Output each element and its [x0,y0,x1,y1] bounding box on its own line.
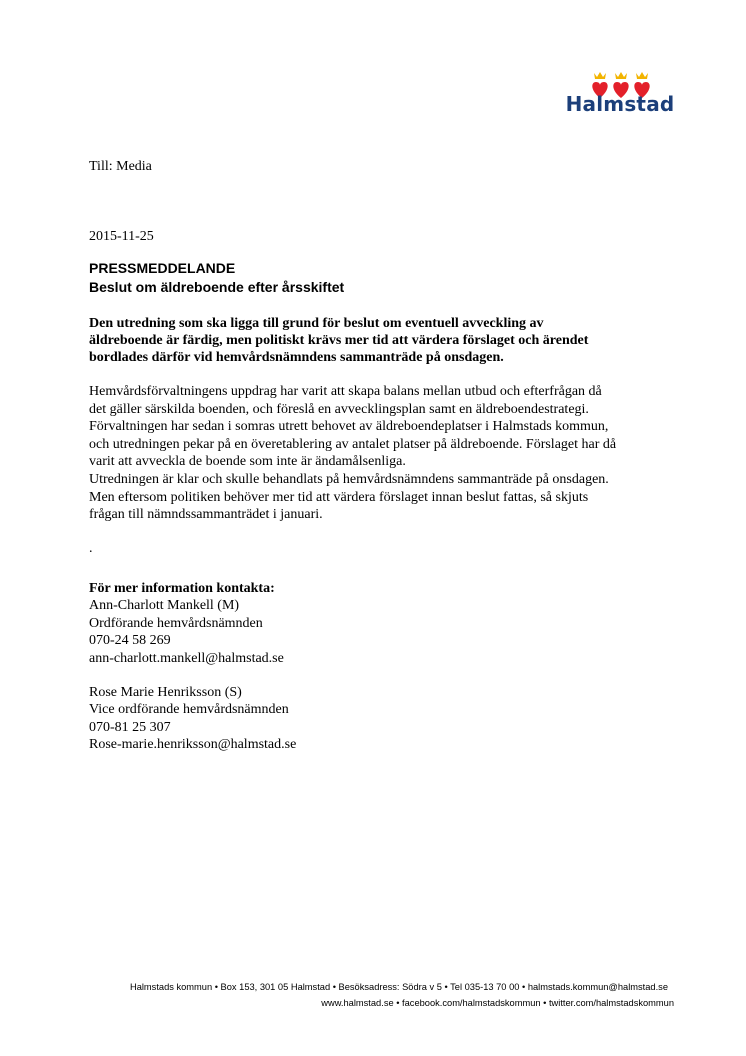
contact-phone: 070-24 58 269 [89,633,171,649]
contact-name: Rose Marie Henriksson (S) [89,685,242,700]
body-line: det gäller särskilda boenden, och föreslå en avvecklingsplan samt en äldreboendestrategi. [89,401,589,417]
body-line: Förvaltningen har sedan i somras utrett behovet av äldreboendeplatser i Halmstads kommun, [89,419,609,435]
separator-dot: . [89,541,93,556]
press-heading [89,259,344,297]
lead-line: bordlades därför vid hemvårdsnämndens sammanträde på onsdagen. [89,350,504,365]
date: 2015-11-25 [89,229,154,244]
contact-phone: 070-81 25 307 [89,719,171,735]
contact-name: Ann-Charlott Mankell (M) [89,598,240,614]
body-line: varit att avveckla de boende som inte är ändamålsenliga. [89,454,406,470]
body-line: Utredningen är klar och skulle behandlats på hemvårdsnämndens sammanträde på onsdagen. [89,471,609,487]
footer-address: Halmstads kommun • Box 153, 301 05 Halmstad • Besöksadress: Södra v 5 • Tel 035-13 70 00 • halmstads.kommun@halmstad.se [129,982,668,992]
lead-line: Den utredning som ska ligga till grund för beslut om eventuell avveckling av [89,316,544,331]
logo-wordmark: Halmstad [565,92,675,116]
press-label: PRESSMEDDELANDE [89,260,236,276]
body-line: och utredningen pekar på en överetablering av antalet platser på äldreboende. Förslaget har då [89,436,617,452]
body-line: frågan till nämndssammanträdet i januari. [89,507,323,523]
press-title: Beslut om äldreboende efter årsskiftet [89,279,345,295]
contact-email[interactable]: ann-charlott.mankell@halmstad.se [89,650,284,666]
contact-block [89,580,284,667]
contact-title: För mer information kontakta: [89,581,275,596]
contact-block-2 [89,684,296,754]
contact-email[interactable]: Rose-marie.henriksson@halmstad.se [89,737,297,753]
footer-links[interactable]: www.halmstad.se • facebook.com/halmstadskommun • twitter.com/halmstadskommun [321,998,674,1008]
contact-role: Vice ordförande hemvårdsnämnden [89,702,289,718]
lead-paragraph [89,315,669,366]
contact-role: Ordförande hemvårdsnämnden [89,615,263,631]
body-line: Hemvårdsförvaltningens uppdrag har varit att skapa balans mellan utbud och efterfrågan då [89,384,602,399]
lead-line: äldreboende är färdig, men politiskt krävs mer tid att värdera förslaget och ärendet [89,333,589,348]
halmstad-logo [562,70,678,124]
body-paragraph [89,383,679,524]
body-line: Men eftersom politiken behöver mer tid att värdera förslaget innan beslut fattas, så skjuts [89,489,589,505]
recipient-line: Till: Media [89,159,152,174]
